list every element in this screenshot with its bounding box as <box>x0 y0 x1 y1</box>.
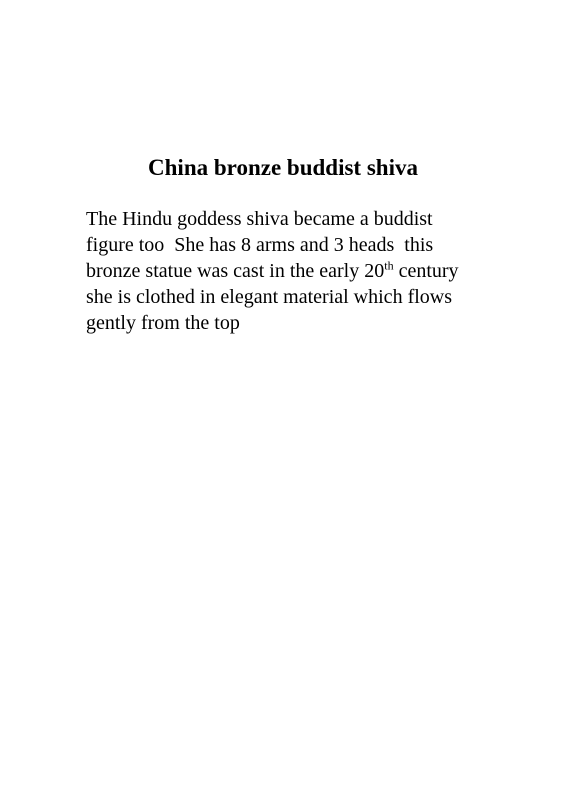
paragraph-line-2: figure too She has 8 arms and 3 heads this <box>86 234 434 256</box>
document-title: China bronze buddist shiva <box>148 155 418 180</box>
paragraph-line-3-text: bronze statue was cast in the early 20 <box>86 260 385 282</box>
paragraph-line-1: The Hindu goddess shiva became a buddist <box>86 208 433 230</box>
paragraph-line-5: gently from the top <box>86 312 240 334</box>
paragraph-line-3 <box>86 258 546 284</box>
paragraph-line-4: she is clothed in elegant material which flows <box>86 286 453 308</box>
document-paragraph <box>86 206 546 336</box>
ordinal-suffix: th <box>384 258 394 273</box>
paragraph-line-3-rest: century <box>393 260 459 282</box>
